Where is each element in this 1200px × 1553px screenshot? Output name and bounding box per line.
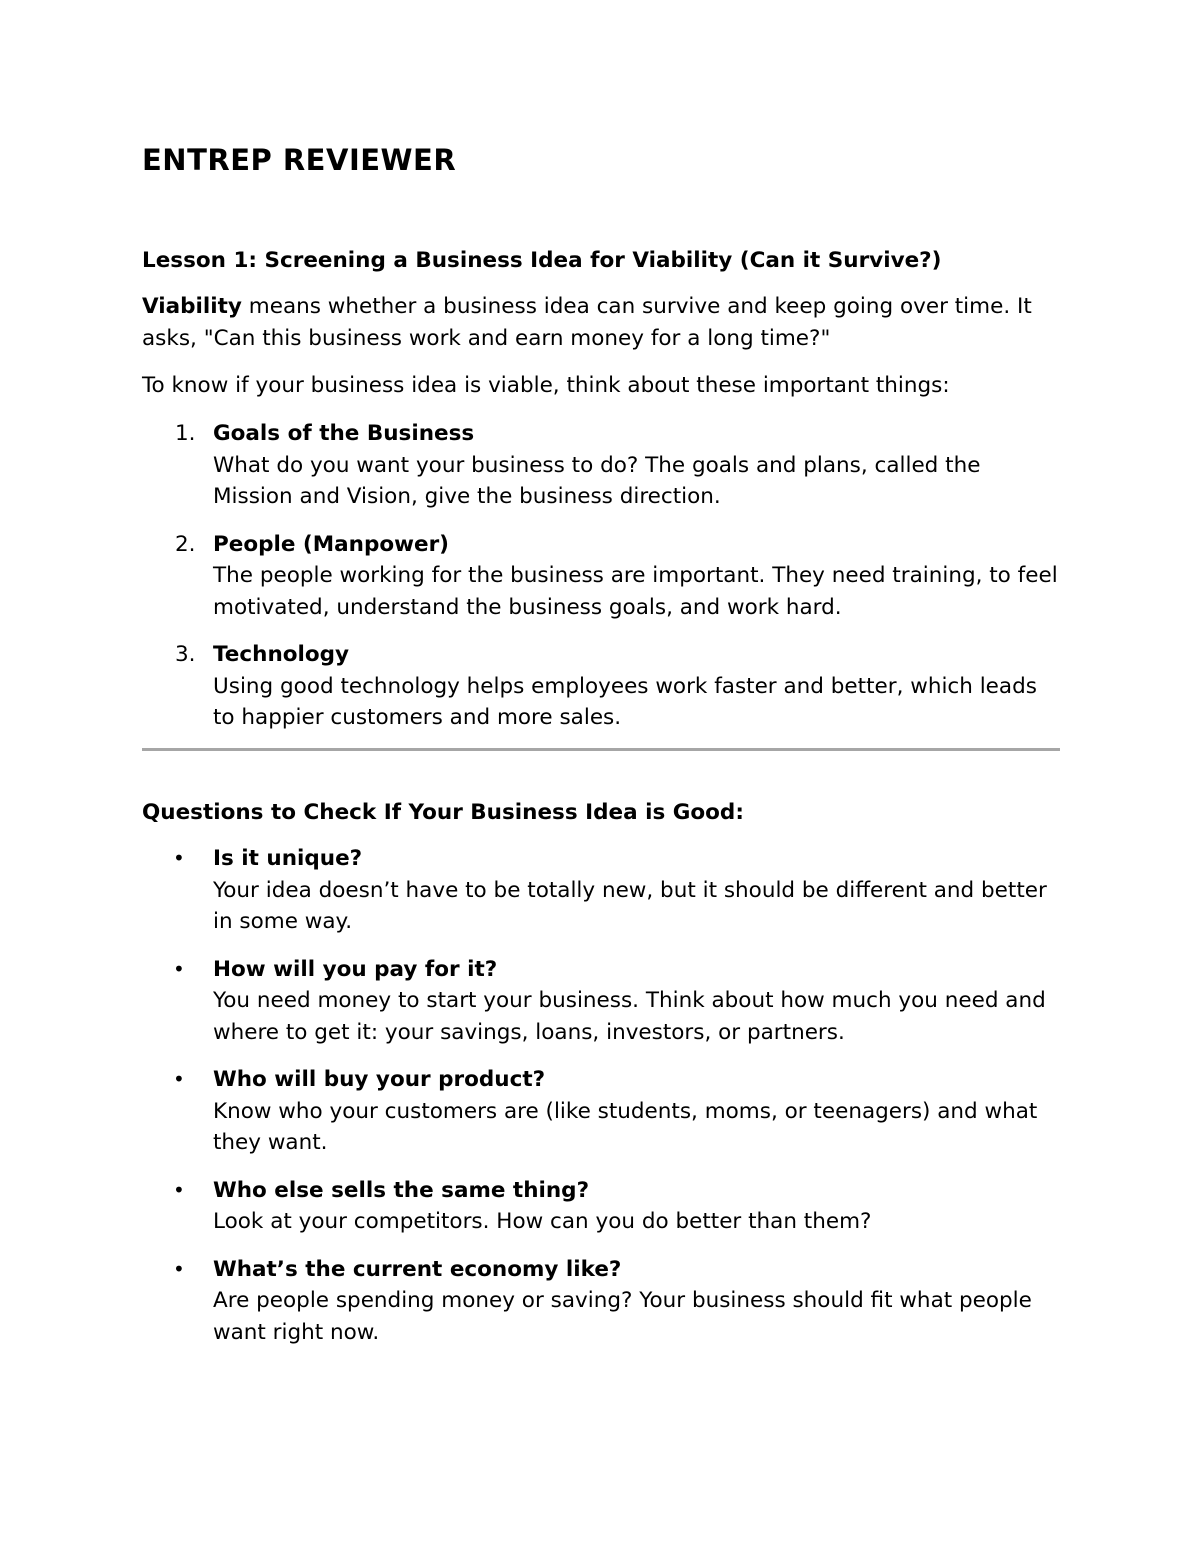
list-item [142, 418, 1060, 513]
list-item-text: Look at your competitors. How can you do better than them? [213, 1209, 872, 1234]
list-item-title: Goals of the Business [213, 421, 475, 446]
list-item-title: Who will buy your product? [213, 1067, 546, 1092]
list-item-text: Using good technology helps employees work faster and better, which leads to happier customers and more sales. [213, 673, 1037, 730]
list-item-title: People (Manpower) [213, 531, 450, 557]
list-number: 1. [175, 421, 196, 446]
list-item-text: Know who your customers are (like students, moms, or teenagers) and what they want. [213, 1098, 1038, 1155]
viability-intro: To know if your business idea is viable, think about these important things: [142, 373, 950, 398]
list-item-title: What’s the current economy like? [213, 1256, 622, 1282]
document-title: ENTREP REVIEWER [142, 143, 457, 177]
list-item-title: Who else sells the same thing? [213, 1177, 590, 1203]
viability-definition [142, 291, 1060, 354]
list-item-text: Your idea doesn’t have to be totally new, but it should be different and better in some way. [213, 877, 1047, 934]
lesson-1-heading: Lesson 1: Screening a Business Idea for Viability (Can it Survive?) [142, 248, 942, 273]
list-item-title: How will you pay for it? [213, 956, 498, 982]
list-item [142, 1254, 1060, 1349]
list-item-title: Is it unique? [213, 846, 363, 871]
list-item-text: You need money to start your business. Think about how much you need and where to get it: your savings, loans, investors, or partners. [213, 988, 1046, 1045]
list-number: 3. [175, 642, 196, 667]
list-item [142, 843, 1060, 938]
section-divider [142, 748, 1060, 751]
questions-list [142, 843, 1060, 1364]
questions-heading: Questions to Check If Your Business Idea is Good: [142, 800, 744, 825]
list-item [142, 1064, 1060, 1159]
list-number: 2. [175, 531, 196, 557]
bullet-icon: • [173, 846, 185, 870]
viability-definition-text: means whether a business idea can survive and keep going over time. It asks, "Can this business work and earn money for a long time?" [142, 294, 1032, 351]
list-item [142, 1175, 1060, 1238]
bullet-icon: • [173, 1177, 185, 1202]
list-item [142, 529, 1060, 624]
list-item-title: Technology [213, 642, 350, 667]
viability-factors-list [142, 418, 1060, 750]
bullet-icon: • [173, 956, 185, 981]
list-item-text: Are people spending money or saving? Your business should fit what people want right now. [213, 1288, 1032, 1345]
list-item-text: What do you want your business to do? The goals and plans, called the Mission and Vision, give the business direction. [213, 452, 981, 509]
list-item [142, 954, 1060, 1049]
list-item [142, 639, 1060, 734]
viability-term: Viability [142, 294, 242, 319]
list-item-text: The people working for the business are important. They need training, to feel motivated, understand the business goals, and work hard. [213, 563, 1058, 620]
bullet-icon: • [173, 1067, 185, 1091]
bullet-icon: • [173, 1256, 185, 1281]
